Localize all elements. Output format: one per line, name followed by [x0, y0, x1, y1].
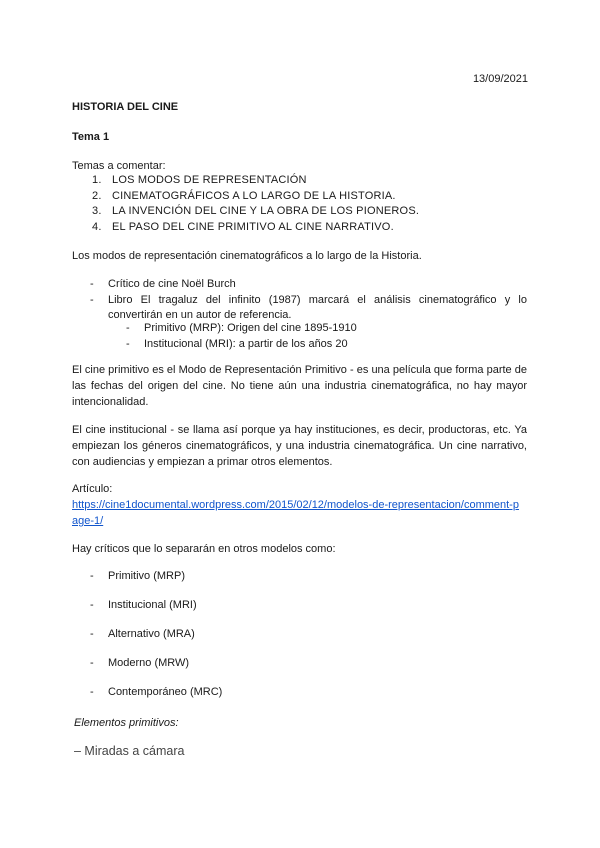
- temas-list: [92, 173, 419, 235]
- section-heading: Tema 1: [72, 131, 110, 143]
- list-item: - Institucional (MRI): a partir de los años 20: [126, 337, 348, 350]
- list-item: 2. CINEMATOGRÁFICOS A LO LARGO DE LA HISTORIA.: [92, 189, 396, 202]
- modelo-item: - Institucional (MRI): [90, 599, 197, 611]
- document-date: 13/09/2021: [472, 73, 528, 85]
- modos-sublist: [126, 321, 357, 352]
- articulo-label: Artículo:: [72, 483, 113, 495]
- list-item: 1. LOS MODOS DE REPRESENTACIÓN: [92, 174, 307, 186]
- articulo-link-continuation[interactable]: age-1/: [72, 515, 104, 527]
- list-item: - Crítico de cine Noël Burch: [90, 278, 236, 290]
- modelo-item: - Contemporáneo (MRC): [90, 686, 223, 698]
- miradas-item: – Miradas a cámara: [74, 744, 185, 758]
- document-title: HISTORIA DEL CINE: [72, 101, 179, 113]
- burch-list: [90, 277, 527, 324]
- modos-heading: Los modos de representación cinematográficos a lo largo de la Historia.: [72, 250, 422, 262]
- modelo-item: - Moderno (MRW): [90, 657, 190, 669]
- articulo-link[interactable]: https://cine1documental.wordpress.com/2015/02/12/modelos-de-representacion/comment-p: [72, 499, 519, 511]
- list-item: - Libro El tragaluz del infinito (1987) marcará el análisis cinematográfico y lo convertirán en un autor de referencia.: [90, 293, 527, 321]
- modelo-item: - Primitivo (MRP): [90, 570, 185, 582]
- paragraph-primitivo: El cine primitivo es el Modo de Representación Primitivo - es una película que forma parte de las fechas del origen del cine. No tiene aún una industria cinematográfica, no hay mayor intencionalidad.: [72, 364, 527, 408]
- list-item: - Primitivo (MRP): Origen del cine 1895-1910: [126, 322, 357, 334]
- temas-intro: Temas a comentar:: [72, 160, 166, 172]
- modelo-item: - Alternativo (MRA): [90, 628, 195, 640]
- paragraph-institucional: El cine institucional - se llama así porque ya hay instituciones, es decir, productoras, etc. Ya empiezan los géneros cinematográficos, y una industria cinematográfica. Un cine narrativo, con audiencias y empiezan a primar otros elementos.: [72, 424, 527, 468]
- list-item: 3. LA INVENCIÓN DEL CINE Y LA OBRA DE LOS PIONEROS.: [92, 205, 420, 217]
- criticos-intro: Hay críticos que lo separarán en otros modelos como:: [72, 543, 336, 555]
- elementos-heading: Elementos primitivos:: [74, 717, 179, 729]
- list-item: 4. EL PASO DEL CINE PRIMITIVO AL CINE NARRATIVO.: [92, 220, 394, 233]
